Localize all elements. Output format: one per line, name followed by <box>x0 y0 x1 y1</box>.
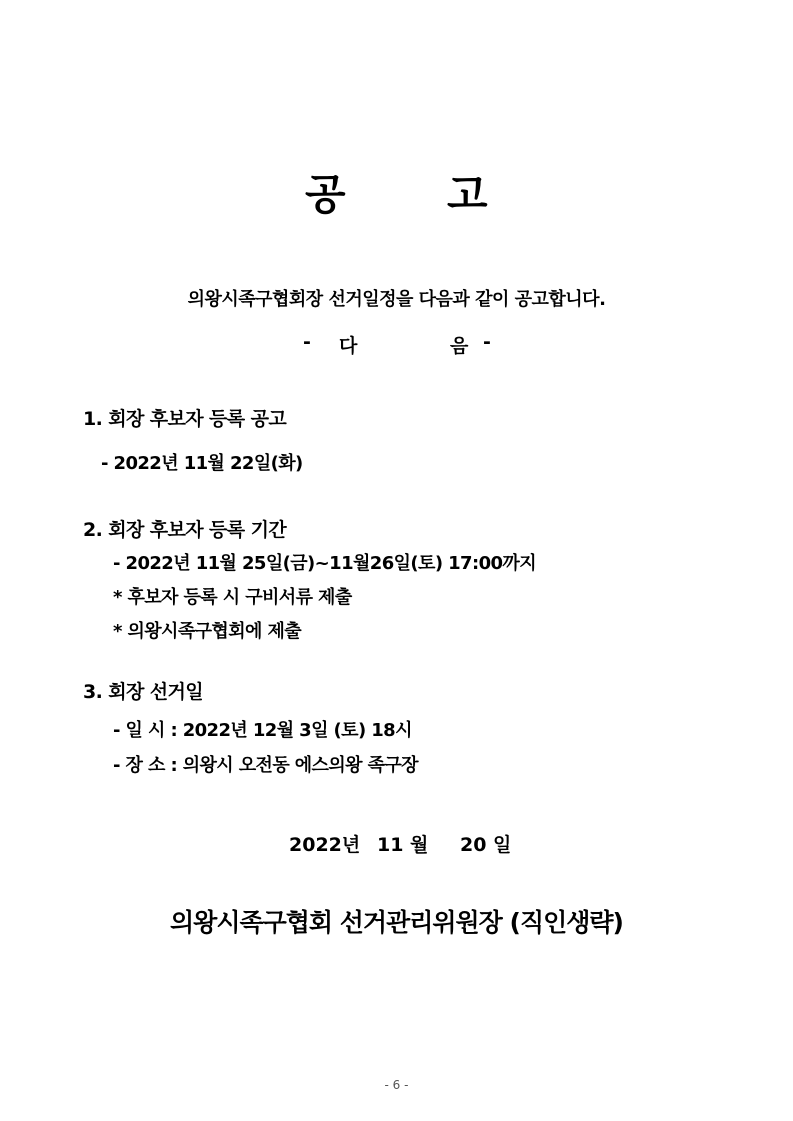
section-3-heading: 3. 회장 선거일 <box>83 681 204 703</box>
title-char-1: 공 <box>305 170 346 219</box>
section-2-line-2: * 후보자 등록 시 구비서류 제출 <box>113 587 352 608</box>
section-2-heading: 2. 회장 후보자 등록 기간 <box>83 519 287 541</box>
section-3-line-2: - 장 소 : 의왕시 오전동 에스의왕 족구장 <box>113 755 418 776</box>
title-char-2: 고 <box>447 170 488 219</box>
date-day: 20 일 <box>460 834 512 856</box>
section-2-line-1: - 2022년 11월 25일(금)~11월26일(토) 17:00까지 <box>113 553 537 574</box>
daum-char-2: 음 <box>450 335 469 357</box>
daum-dash-right: - <box>483 331 491 353</box>
signature: 의왕시족구협회 선거관리위원장 (직인생략) <box>170 908 623 937</box>
section-1-heading: 1. 회장 후보자 등록 공고 <box>83 408 287 430</box>
daum-char-1: 다 <box>339 335 358 357</box>
intro-text: 의왕시족구협회장 선거일정을 다음과 같이 공고합니다. <box>187 289 606 310</box>
date-year: 2022년 <box>289 834 361 856</box>
section-3-line-1: - 일 시 : 2022년 12월 3일 (토) 18시 <box>113 720 412 741</box>
section-1-line-1: - 2022년 11월 22일(화) <box>101 453 303 474</box>
page-number: - 6 - <box>384 1078 409 1092</box>
section-2-line-3: * 의왕시족구협회에 제출 <box>113 621 302 642</box>
date-month: 11 월 <box>377 834 429 856</box>
daum-dash-left: - <box>303 331 311 353</box>
